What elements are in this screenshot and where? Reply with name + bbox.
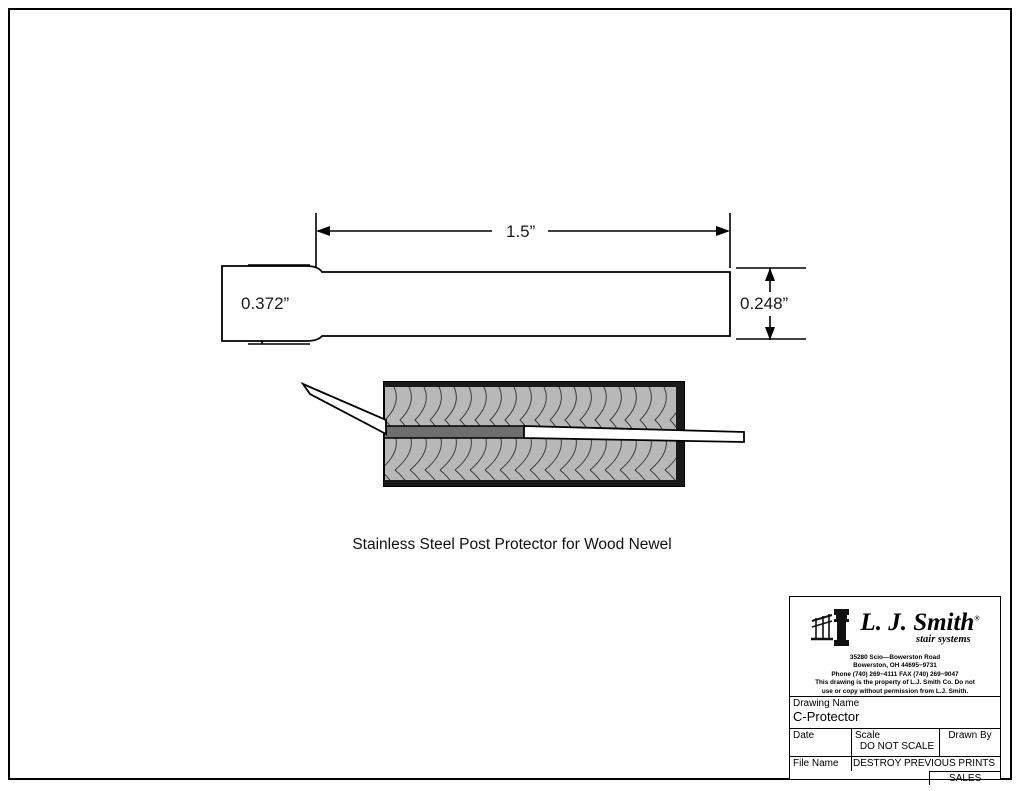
- date-cell: [790, 729, 852, 756]
- company-tagline: stair systems: [916, 633, 971, 645]
- company-phone-fax: Phone (740) 269−4111 FAX (740) 269−9047: [831, 670, 959, 678]
- drawn-by-cell: [940, 729, 1000, 756]
- file-name-label: File Name: [793, 758, 839, 769]
- file-name-label-cell: [790, 757, 852, 771]
- newel-post-logo-icon: [810, 605, 856, 649]
- title-block-logo-panel: [790, 597, 1000, 697]
- protector-inserted-segment: [384, 426, 524, 438]
- drawing-caption: Stainless Steel Post Protector for Wood Newel: [352, 536, 672, 553]
- right-height-dimension-label: 0.248”: [740, 294, 789, 313]
- company-address-line-1: 35280 Scio—Bowerston Road: [849, 654, 941, 661]
- scale-label: Scale: [855, 730, 881, 741]
- company-address-line-2: Bowerston, OH 44695−9731: [853, 662, 937, 670]
- sales-value: SALES: [949, 773, 982, 784]
- sales-row: [790, 771, 1000, 785]
- sales-cell: [929, 771, 1000, 785]
- protector-strip-left: [303, 384, 386, 434]
- file-name-value-cell: [852, 757, 1000, 771]
- copyright-notice-line-2: use or copy without permission from L.J. Smith.: [821, 687, 969, 695]
- file-name-row: [790, 757, 1000, 771]
- title-block: [789, 596, 1001, 784]
- file-name-value: DESTROY PREVIOUS PRINTS: [853, 758, 996, 769]
- protector-profile-outline: [222, 266, 730, 341]
- length-dimension-label: 1.5”: [506, 222, 536, 241]
- date-scale-drawnby-row: [790, 729, 1000, 757]
- copyright-notice-line-1: This drawing is the property of L.J. Smith Co. Do not: [815, 679, 975, 687]
- scale-cell: [852, 729, 940, 756]
- date-label: Date: [793, 730, 815, 741]
- scale-value: DO NOT SCALE: [859, 741, 935, 752]
- drawing-name-row: [790, 697, 1000, 729]
- company-name: L. J. Smith®: [860, 608, 980, 636]
- drawing-name-value: C-Protector: [793, 709, 860, 724]
- drawing-name-label: Drawing Name: [793, 698, 860, 709]
- drawn-by-label: Drawn By: [948, 730, 992, 741]
- left-height-dimension-label: 0.372”: [241, 294, 290, 313]
